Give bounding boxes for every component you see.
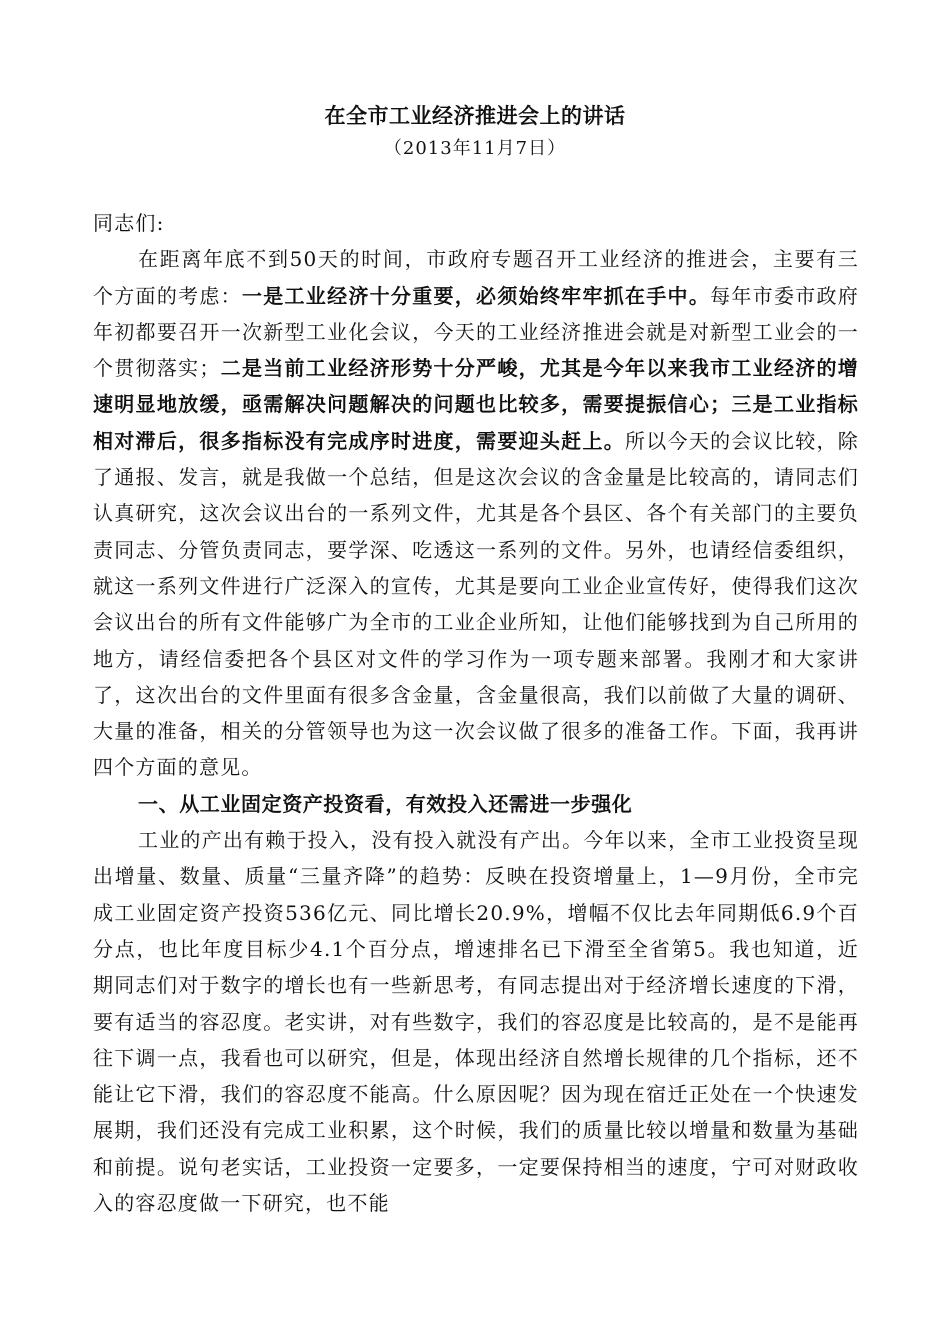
paragraph-intro (93, 241, 859, 785)
paragraph-intro-text-2: 每年市委市政府年初都要召开一次新型工业化会议，今天的工业经济推进会就是对新型工业会的一个贯彻落实； (93, 283, 860, 381)
paragraph-intro-text-1: 在距离年底不到50天的时间，市政府专题召开工业经济的推进会，主要有三个方面的考虑： (93, 247, 859, 308)
paragraph-intro-bold-1: 一是工业经济十分重要，必须始终牢牢抓在手中。 (241, 283, 711, 308)
paragraph-intro-text-3: 所以今天的会议比较，除了通报、发言，就是我做一个总结，但是这次会议的含金量是比较高的，请同志们认真研究，这次会议出台的一系列文件，尤其是各个县区、各个有关部门的主要负责同志、分管负责同志，要学深、吃透这一系列的文件。另外，也请经信委组织，就这一系列文件进行广泛深入的宣传，尤其是要向工业企业宣传好，使得我们这次会议出台的所有文件能够广为全市的工业企业所知，让他们能够找到为自己所用的地方，请经信委把各个县区对文件的学习作为一项专题来部署。我刚才和大家讲了，这次出台的文件里面有很多含金量，含金量很高，我们以前做了大量的调研、大量的准备，相关的分管领导也为这一次会议做了很多的准备工作。下面，我再讲四个方面的意见。 (93, 428, 859, 780)
document-body (93, 205, 859, 1221)
document-title: 在全市工业经济推进会上的讲话 (324, 103, 626, 128)
document-date: （2013年11月7日） (383, 138, 567, 159)
paragraph-intro-bold-2: 二是当前工业经济形势十分严峻，尤其是今年以来我市工业经济的增速明显地放缓，亟需解决问题解决的问题也比较多，需要提振信心；三是工业指标相对滞后，很多指标没有完成序时进度，需要迎头赶上。 (93, 356, 860, 453)
section-heading-1: 一、从工业固定资产投资看，有效投入还需进一步强化 (138, 791, 633, 816)
salutation: 同志们: (93, 211, 165, 235)
paragraph-investment: 工业的产出有赖于投入，没有投入就没有产出。今年以来，全市工业投资呈现出增量、数量、质量“三量齐降”的趋势：反映在投资增量上，1—9月份，全市完成工业固定资产投资536亿元、同比增长20.9%，增幅不仅比去年同期低6.9个百分点，也比年度目标少4.1个百分点，增速排名已下滑至全省第5。我也知道，近期同志们对于数字的增长也有一些新思考，有同志提出对于经济增长速度的下滑，要有适当的容忍度。老实讲，对有些数字，我们的容忍度是比较高的，是不是能再往下调一点，我看也可以研究，但是，体现出经济自然增长规律的几个指标，还不能让它下滑，我们的容忍度不能高。什么原因呢？因为现在宿迁正处在一个快速发展期，我们还没有完成工业积累，这个时候，我们的质量比较以增量和数量为基础和前提。说句老实话，工业投资一定要多，一定要保持相当的速度，宁可对财政收入的容忍度做一下研究，也不能 (93, 828, 859, 1216)
